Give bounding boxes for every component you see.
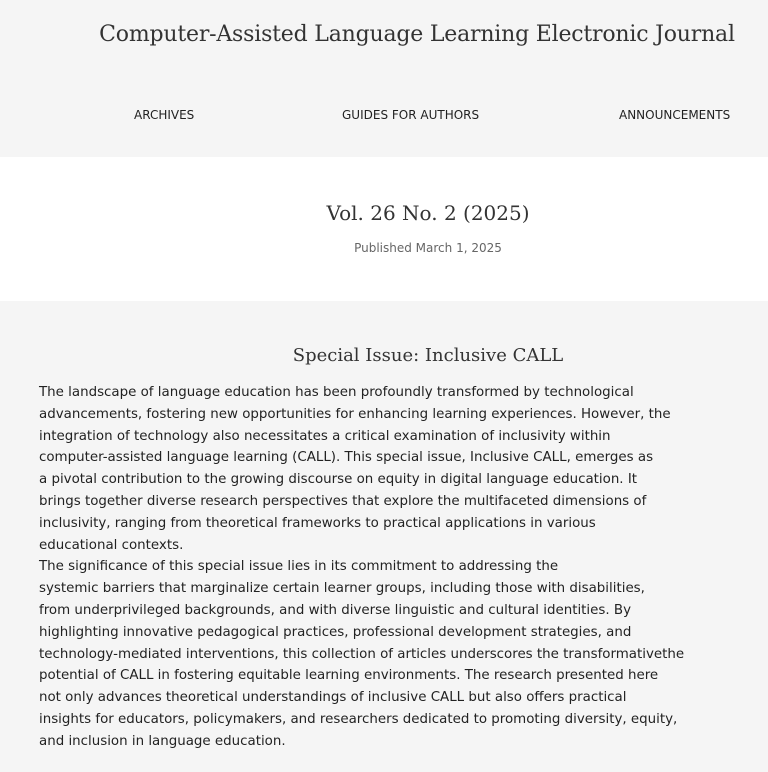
site-title[interactable]: Computer-Assisted Language Learning Electronic Journal [99,22,735,47]
description-line: from underprivileged backgrounds, and with diverse linguistic and cultural identities. By [39,602,631,618]
description-line: advancements, fostering new opportunities for enhancing learning experiences. However, the [39,406,671,422]
description-line: computer-assisted language learning (CALL). This special issue, Inclusive CALL, emerges as [39,450,654,466]
description-line: a pivotal contribution to the growing discourse on equity in digital language education. It [39,472,638,488]
description-line: The significance of this special issue lies in its commitment to addressing the [39,559,559,575]
description-line: not only advances theoretical understandings of inclusive CALL but also offers practical [39,690,627,706]
nav-archives-link[interactable]: ARCHIVES [134,108,195,122]
description-line: brings together diverse research perspectives that explore the multifaceted dimensions of [39,493,647,509]
issue-published-date: Published March 1, 2025 [354,241,502,255]
description-line: systemic barriers that marginalize certain learner groups, including those with disabilities, [39,581,645,597]
nav-announcements-link[interactable]: ANNOUNCEMENTS [619,108,731,122]
description-line: and inclusion in language education. [39,733,286,749]
description-line: The landscape of language education has been profoundly transformed by technological [39,385,634,400]
description-line: technology-mediated interventions, this collection of articles underscores the transformativethe [39,646,685,662]
description-line: integration of technology also necessitates a critical examination of inclusivity within [39,428,611,444]
issue-header [0,157,768,301]
special-issue-title: Special Issue: Inclusive CALL [292,345,564,366]
issue-title: Vol. 26 No. 2 (2025) [326,201,530,225]
description-line: highlighting innovative pedagogical practices, professional development strategies, and [39,624,632,640]
issue-description-text [39,382,767,753]
description-line: insights for educators, policymakers, and researchers dedicated to promoting diversity, equity, [39,711,678,727]
site-header [0,0,768,157]
description-line: educational contexts. [39,537,184,553]
description-line: inclusivity, ranging from theoretical frameworks to practical applications in various [39,515,596,531]
nav-guides-for-authors-link[interactable]: GUIDES FOR AUTHORS [342,108,480,122]
issue-description [0,301,768,772]
description-line: potential of CALL in fostering equitable learning environments. The research presented here [39,668,659,684]
